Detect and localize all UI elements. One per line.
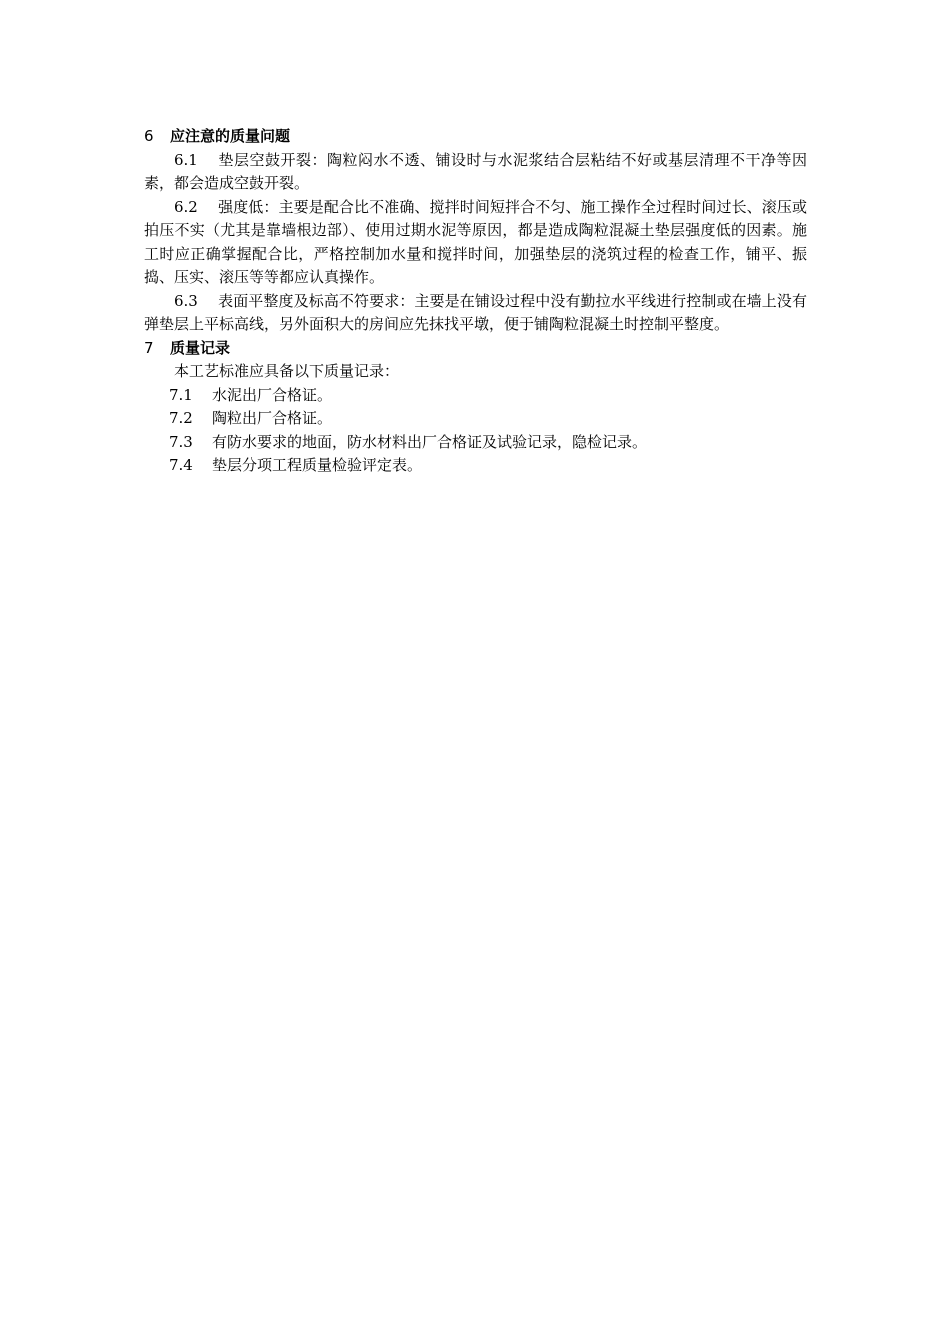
item-6-1-text: 垫层空鼓开裂：陶粒闷水不透、铺设时与水泥浆结合层粘结不好或基层清理不干净等因素，都会造成空鼓开裂。 <box>144 150 807 192</box>
page-content <box>144 125 807 478</box>
section-6-title: 应注意的质量问题 <box>170 127 291 145</box>
record-7-2 <box>144 407 807 431</box>
section-7-number: 7 <box>144 338 154 357</box>
record-7-3 <box>144 431 807 455</box>
item-6-2-number: 6.2 <box>174 197 198 216</box>
section-6-number: 6 <box>144 127 154 145</box>
record-7-1-text: 水泥出厂合格证。 <box>212 385 333 404</box>
record-7-4 <box>144 454 807 478</box>
record-7-2-number: 7.2 <box>169 409 193 427</box>
item-6-1 <box>144 149 807 196</box>
record-7-3-text: 有防水要求的地面，防水材料出厂合格证及试验记录，隐检记录。 <box>212 432 648 451</box>
record-7-1-number: 7.1 <box>169 385 193 404</box>
item-6-2-text: 强度低：主要是配合比不准确、搅拌时间短拌合不匀、施工操作全过程时间过长、滚压或拍压不实（尤其是靠墙根边部）、使用过期水泥等原因，都是造成陶粒混凝土垫层强度低的因素。施工时应正确掌握配合比，严格控制加水量和搅拌时间，加强垫层的浇筑过程的检查工作，铺平、振捣、压实、滚压等等都应认真操作。 <box>144 197 807 286</box>
record-7-3-number: 7.3 <box>169 432 193 451</box>
record-7-4-text: 垫层分项工程质量检验评定表。 <box>212 456 423 474</box>
item-6-3-text: 表面平整度及标高不符要求：主要是在铺设过程中没有勤拉水平线进行控制或在墙上没有弹垫层上平标高线，另外面积大的房间应先抹找平墩，便于铺陶粒混凝土时控制平整度。 <box>144 291 807 333</box>
section-7-title: 质量记录 <box>170 338 231 357</box>
record-7-4-number: 7.4 <box>169 456 193 474</box>
section-6-heading <box>144 125 807 149</box>
item-6-3 <box>144 290 807 337</box>
record-7-2-text: 陶粒出厂合格证。 <box>212 409 333 427</box>
section-7-heading <box>144 337 807 361</box>
item-6-2 <box>144 196 807 290</box>
record-7-1 <box>144 384 807 408</box>
item-6-1-number: 6.1 <box>174 150 198 169</box>
item-6-3-number: 6.3 <box>174 291 198 310</box>
section-7-intro: 本工艺标准应具备以下质量记录： <box>174 362 400 380</box>
